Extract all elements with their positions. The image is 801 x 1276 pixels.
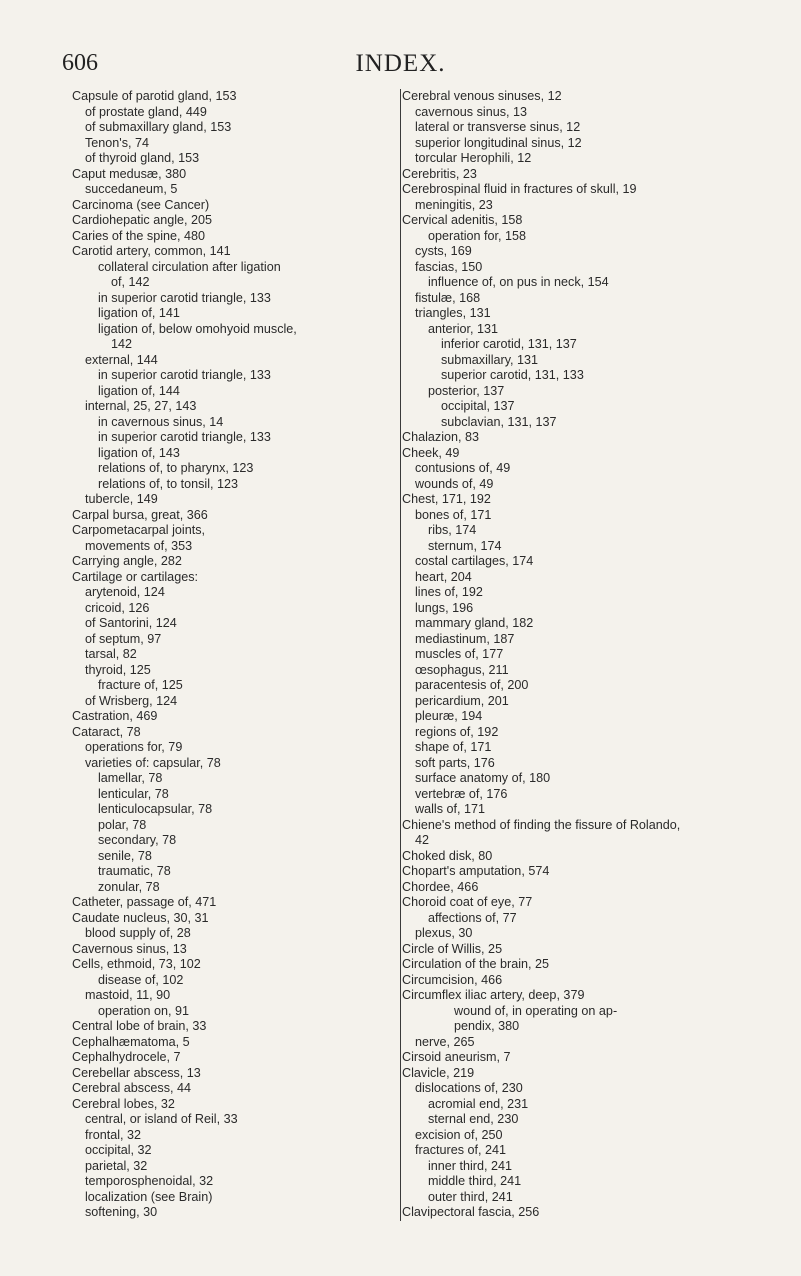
index-entry: sternum, 174 bbox=[428, 538, 502, 553]
index-entry: ribs, 174 bbox=[428, 523, 477, 537]
index-entry: Carrying angle, 282 bbox=[72, 554, 182, 568]
index-entry: operation on, 91 bbox=[98, 1003, 190, 1018]
index-entry: Cerebral abscess, 44 bbox=[72, 1081, 192, 1095]
index-entry: of Santorini, 124 bbox=[85, 616, 177, 630]
index-entry: blood supply of, 28 bbox=[85, 926, 191, 940]
index-entry: cysts, 169 bbox=[415, 244, 472, 258]
index-entry: Cartilage or cartilages: bbox=[72, 569, 198, 584]
index-entry: polar, 78 bbox=[98, 817, 147, 832]
index-entry: zonular, 78 bbox=[98, 879, 160, 894]
index-entry: localization (see Brain) bbox=[85, 1189, 213, 1204]
index-entry: Central lobe of brain, 33 bbox=[72, 1019, 207, 1033]
index-entry: of septum, 97 bbox=[85, 631, 162, 646]
index-entry: Chest, 171, 192 bbox=[402, 492, 491, 506]
index-entry: lenticular, 78 bbox=[98, 786, 169, 801]
index-entry: frontal, 32 bbox=[85, 1127, 142, 1142]
index-entry: mediastinum, 187 bbox=[415, 631, 515, 646]
index-entry: mammary gland, 182 bbox=[415, 616, 534, 630]
index-entry: operation for, 158 bbox=[428, 228, 527, 243]
index-entry: Chopart's amputation, 574 bbox=[402, 864, 550, 878]
index-entry: bones of, 171 bbox=[415, 507, 492, 522]
index-entry: occipital, 137 bbox=[441, 399, 515, 413]
index-entry: operations for, 79 bbox=[85, 740, 183, 754]
index-entry: Chordee, 466 bbox=[402, 879, 479, 894]
index-entry: Castration, 469 bbox=[72, 709, 158, 723]
index-entry: soft parts, 176 bbox=[415, 755, 495, 770]
index-entry: Circulation of the brain, 25 bbox=[402, 957, 550, 971]
index-entry: relations of, to pharynx, 123 bbox=[98, 461, 254, 475]
index-entry: superior carotid, 131, 133 bbox=[441, 368, 584, 382]
index-entry: Circumflex iliac artery, deep, 379 bbox=[402, 988, 585, 1002]
index-entry: superior longitudinal sinus, 12 bbox=[415, 135, 582, 150]
index-entry: Capsule of parotid gland, 153 bbox=[72, 89, 237, 103]
index-entry: secondary, 78 bbox=[98, 833, 177, 847]
index-column-left bbox=[72, 89, 390, 1221]
index-entry: torcular Herophili, 12 bbox=[415, 151, 532, 165]
index-entry: meningitis, 23 bbox=[415, 197, 493, 212]
index-entry: senile, 78 bbox=[98, 848, 152, 863]
index-entry: arytenoid, 124 bbox=[85, 585, 165, 599]
index-entry: Chiene's method of finding the fissure of Rolando, bbox=[402, 817, 681, 832]
index-entry: 142 bbox=[111, 337, 133, 351]
index-entry: Chalazion, 83 bbox=[402, 430, 480, 444]
index-entry: acromial end, 231 bbox=[428, 1096, 529, 1111]
index-entry: Cerebrospinal fluid in fractures of skull, 19 bbox=[402, 182, 637, 196]
index-entry: of submaxillary gland, 153 bbox=[85, 120, 232, 134]
index-entry: wound of, in operating on ap- bbox=[454, 1003, 618, 1018]
index-entry: Circle of Willis, 25 bbox=[402, 941, 503, 956]
index-entry: Cataract, 78 bbox=[72, 724, 141, 739]
index-entry: shape of, 171 bbox=[415, 740, 492, 754]
index-entry: Circumcision, 466 bbox=[402, 972, 503, 987]
index-entry: Caudate nucleus, 30, 31 bbox=[72, 910, 209, 925]
index-entry: fracture of, 125 bbox=[98, 678, 183, 692]
index-entry: sternal end, 230 bbox=[428, 1112, 519, 1126]
index-entry: costal cartilages, 174 bbox=[415, 554, 534, 568]
index-entry: fractures of, 241 bbox=[415, 1143, 507, 1157]
index-entry: in superior carotid triangle, 133 bbox=[98, 430, 271, 444]
index-entry: middle third, 241 bbox=[428, 1174, 522, 1188]
index-entry: tarsal, 82 bbox=[85, 647, 137, 661]
index-entry: nerve, 265 bbox=[415, 1034, 475, 1049]
index-entry: paracentesis of, 200 bbox=[415, 678, 529, 692]
index-entry: external, 144 bbox=[85, 352, 158, 367]
index-entry: 42 bbox=[415, 833, 430, 847]
index-entry: Tenon's, 74 bbox=[85, 135, 150, 150]
index-entry: pendix, 380 bbox=[454, 1019, 520, 1033]
index-entry: occipital, 32 bbox=[85, 1143, 152, 1157]
index-entry: mastoid, 11, 90 bbox=[85, 988, 171, 1002]
index-entry: anterior, 131 bbox=[428, 321, 499, 336]
index-entry: of prostate gland, 449 bbox=[85, 104, 207, 119]
index-entry: softening, 30 bbox=[85, 1205, 158, 1219]
index-entry: succedaneum, 5 bbox=[85, 182, 178, 196]
index-entry: ligation of, below omohyoid muscle, bbox=[98, 321, 297, 336]
index-entry: ligation of, 144 bbox=[98, 383, 180, 398]
index-entry: varieties of: capsular, 78 bbox=[85, 755, 221, 770]
index-entry: influence of, on pus in neck, 154 bbox=[428, 275, 609, 289]
index-entry: Caries of the spine, 480 bbox=[72, 228, 206, 243]
index-entry: cricoid, 126 bbox=[85, 600, 150, 615]
index-entry: muscles of, 177 bbox=[415, 647, 504, 661]
index-entry: Cerebral venous sinuses, 12 bbox=[402, 89, 562, 103]
index-entry: plexus, 30 bbox=[415, 926, 473, 940]
index-entry: Cephalhydrocele, 7 bbox=[72, 1050, 181, 1064]
index-column-right bbox=[400, 89, 797, 1221]
index-entry: thyroid, 125 bbox=[85, 662, 151, 677]
page-title: INDEX. bbox=[355, 50, 446, 77]
index-entry: relations of, to tonsil, 123 bbox=[98, 476, 239, 491]
index-entry: Cephalhæmatoma, 5 bbox=[72, 1034, 190, 1049]
index-entry: dislocations of, 230 bbox=[415, 1081, 523, 1095]
index-entry: Carcinoma (see Cancer) bbox=[72, 197, 210, 212]
index-entry: Cavernous sinus, 13 bbox=[72, 941, 187, 956]
index-entry: Caput medusæ, 380 bbox=[72, 166, 187, 181]
index-entry: pleuræ, 194 bbox=[415, 709, 483, 723]
index-entry: movements of, 353 bbox=[85, 538, 193, 553]
index-entry: wounds of, 49 bbox=[415, 476, 494, 491]
index-entry: outer third, 241 bbox=[428, 1189, 513, 1204]
index-entry: affections of, 77 bbox=[428, 910, 517, 925]
index-entry: Cerebritis, 23 bbox=[402, 166, 477, 181]
index-entry: walls of, 171 bbox=[415, 802, 486, 816]
index-entry: of thyroid gland, 153 bbox=[85, 151, 200, 165]
index-entry: fascias, 150 bbox=[415, 259, 483, 274]
index-entry: posterior, 137 bbox=[428, 383, 505, 398]
index-entry: in superior carotid triangle, 133 bbox=[98, 290, 271, 305]
index-entry: heart, 204 bbox=[415, 569, 472, 584]
index-entry: Cirsoid aneurism, 7 bbox=[402, 1050, 511, 1064]
index-entry: temporosphenoidal, 32 bbox=[85, 1174, 214, 1188]
index-entry: excision of, 250 bbox=[415, 1127, 503, 1142]
page-number: 606 bbox=[62, 50, 98, 76]
index-entry: vertebræ of, 176 bbox=[415, 786, 508, 801]
index-entry: Carpal bursa, great, 366 bbox=[72, 507, 208, 522]
index-entry: collateral circulation after ligation bbox=[98, 259, 281, 274]
index-entry: Cheek, 49 bbox=[402, 445, 460, 460]
index-entry: Cells, ethmoid, 73, 102 bbox=[72, 957, 201, 971]
index-entry: surface anatomy of, 180 bbox=[415, 771, 551, 785]
index-entry: pericardium, 201 bbox=[415, 693, 509, 708]
index-entry: Cardiohepatic angle, 205 bbox=[72, 213, 213, 227]
index-entry: submaxillary, 131 bbox=[441, 352, 539, 367]
index-entry: Clavipectoral fascia, 256 bbox=[402, 1205, 540, 1219]
index-entry: of, 142 bbox=[111, 275, 150, 289]
index-entry: fistulæ, 168 bbox=[415, 290, 481, 305]
index-entry: Cerebral lobes, 32 bbox=[72, 1096, 175, 1111]
index-entry: Choroid coat of eye, 77 bbox=[402, 895, 533, 909]
index-entry: parietal, 32 bbox=[85, 1158, 148, 1173]
index-entry: Carotid artery, common, 141 bbox=[72, 244, 231, 258]
index-entry: contusions of, 49 bbox=[415, 461, 511, 475]
index-entry: lamellar, 78 bbox=[98, 771, 163, 785]
index-entry: Cerebellar abscess, 13 bbox=[72, 1065, 201, 1080]
index-entry: Choked disk, 80 bbox=[402, 848, 493, 863]
index-entry: œsophagus, 211 bbox=[415, 662, 509, 677]
index-entry: lines of, 192 bbox=[415, 585, 483, 599]
index-entry: traumatic, 78 bbox=[98, 864, 171, 878]
index-entry: inner third, 241 bbox=[428, 1158, 513, 1173]
index-entry: lateral or transverse sinus, 12 bbox=[415, 120, 581, 134]
index-entry: Clavicle, 219 bbox=[402, 1065, 475, 1080]
index-entry: tubercle, 149 bbox=[85, 492, 158, 506]
index-entry: ligation of, 141 bbox=[98, 306, 180, 320]
index-entry: Cervical adenitis, 158 bbox=[402, 213, 523, 227]
index-entry: of Wrisberg, 124 bbox=[85, 693, 178, 708]
index-entry: Catheter, passage of, 471 bbox=[72, 895, 217, 909]
index-entry: subclavian, 131, 137 bbox=[441, 414, 557, 429]
index-entry: central, or island of Reil, 33 bbox=[85, 1112, 238, 1126]
index-entry: in superior carotid triangle, 133 bbox=[98, 368, 271, 382]
index-entry: disease of, 102 bbox=[98, 972, 184, 987]
index-entry: cavernous sinus, 13 bbox=[415, 104, 528, 119]
index-entry: triangles, 131 bbox=[415, 306, 491, 320]
index-entry: ligation of, 143 bbox=[98, 445, 180, 460]
index-entry: inferior carotid, 131, 137 bbox=[441, 337, 577, 351]
index-entry: Carpometacarpal joints, bbox=[72, 523, 205, 537]
index-entry: lungs, 196 bbox=[415, 600, 474, 615]
index-entry: in cavernous sinus, 14 bbox=[98, 414, 224, 429]
index-entry: lenticulocapsular, 78 bbox=[98, 802, 213, 816]
index-entry: internal, 25, 27, 143 bbox=[85, 399, 197, 413]
index-entry: regions of, 192 bbox=[415, 724, 499, 739]
